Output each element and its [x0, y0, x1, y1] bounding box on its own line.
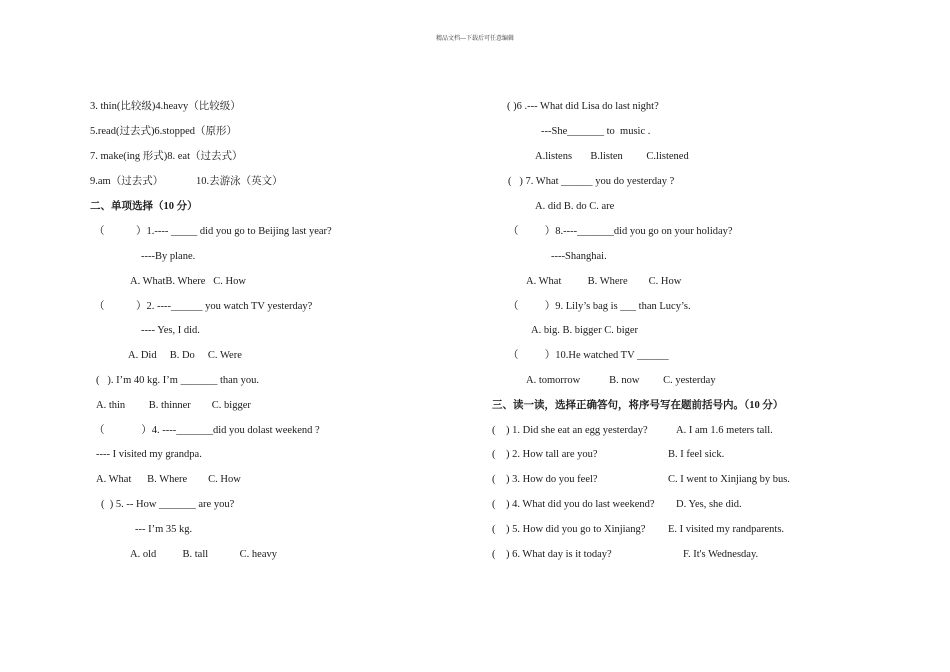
q2-stem: （ ）2. ----______ you watch TV yesterday? — [94, 301, 313, 312]
match-question: ( ) 5. How did you go to Xinjiang? — [492, 524, 646, 535]
q1-stem: （ ）1.---- _____ did you go to Beijing last year? — [94, 226, 332, 237]
q10-stem: （ ）10.He watched TV ______ — [508, 350, 669, 361]
match-question: ( ) 3. How do you feel? — [492, 474, 598, 485]
q4-stem: （ ）4. ----_______did you dolast weekend ? — [94, 425, 320, 436]
word-form-7-8: 7. make(ing 形式)8. eat（过去式） — [90, 151, 243, 162]
q3-options: A. thin B. thinner C. bigger — [96, 400, 251, 411]
match-question: ( ) 6. What day is it today? — [492, 549, 612, 560]
q7-stem: ( ) 7. What ______ you do yesterday ? — [508, 176, 675, 187]
word-form-3-4: 3. thin(比较级)4.heavy（比较级） — [90, 101, 241, 112]
match-question: ( ) 4. What did you do last weekend? — [492, 499, 655, 510]
match-answer: B. I feel sick. — [668, 449, 725, 460]
match-question: ( ) 2. How tall are you? — [492, 449, 598, 460]
q5-answer: --- I’m 35 kg. — [135, 524, 193, 535]
word-form-10: 10.去游泳（英文） — [196, 176, 283, 187]
q5-stem: ( ) 5. -- How _______ are you? — [101, 499, 235, 510]
q8-options: A. What B. Where C. How — [526, 276, 682, 287]
section-two-title: 二、单项选择（10 分） — [90, 201, 198, 212]
q10-options: A. tomorrow B. now C. yesterday — [526, 375, 716, 386]
q9-stem: （ ）9. Lily’s bag is ___ than Lucy’s. — [508, 301, 691, 312]
word-form-5-6: 5.read(过去式)6.stopped（原形） — [90, 126, 237, 137]
q7-options: A. did B. do C. are — [535, 201, 615, 212]
match-answer: D. Yes, she did. — [676, 499, 742, 510]
q2-options: A. Did B. Do C. Were — [128, 350, 242, 361]
q5-options: A. old B. tall C. heavy — [130, 549, 277, 560]
page-header: 精品文档---下载后可任意编辑 — [436, 36, 514, 42]
match-answer: A. I am 1.6 meters tall. — [676, 425, 773, 436]
q6-options: A.listens B.listen C.listened — [535, 151, 689, 162]
q1-answer: ----By plane. — [141, 251, 196, 262]
section-three-title: 三、读一读，选择正确答句，将序号写在题前括号内。（10 分） — [492, 400, 784, 411]
match-answer: C. I went to Xinjiang by bus. — [668, 474, 790, 485]
q1-options: A. WhatB. Where C. How — [130, 276, 246, 287]
match-answer: E. I visited my randparents. — [668, 524, 785, 535]
q6-answer: ---She_______ to music . — [541, 126, 651, 137]
match-question: ( ) 1. Did she eat an egg yesterday? — [492, 425, 648, 436]
word-form-9: 9.am（过去式） — [90, 176, 164, 187]
q9-options: A. big. B. bigger C. biger — [531, 325, 639, 336]
q4-options: A. What B. Where C. How — [96, 474, 241, 485]
match-answer: F. It's Wednesday. — [683, 549, 759, 560]
q8-answer: ----Shanghai. — [551, 251, 607, 262]
q3-stem: ( ). I’m 40 kg. I’m _______ than you. — [96, 375, 260, 386]
q4-answer: ---- I visited my grandpa. — [96, 449, 202, 460]
q6-stem: ( )6 .--- What did Lisa do last night? — [507, 101, 659, 112]
q8-stem: （ ）8.----_______did you go on your holiday? — [508, 226, 733, 237]
q2-answer: ---- Yes, I did. — [141, 325, 200, 336]
